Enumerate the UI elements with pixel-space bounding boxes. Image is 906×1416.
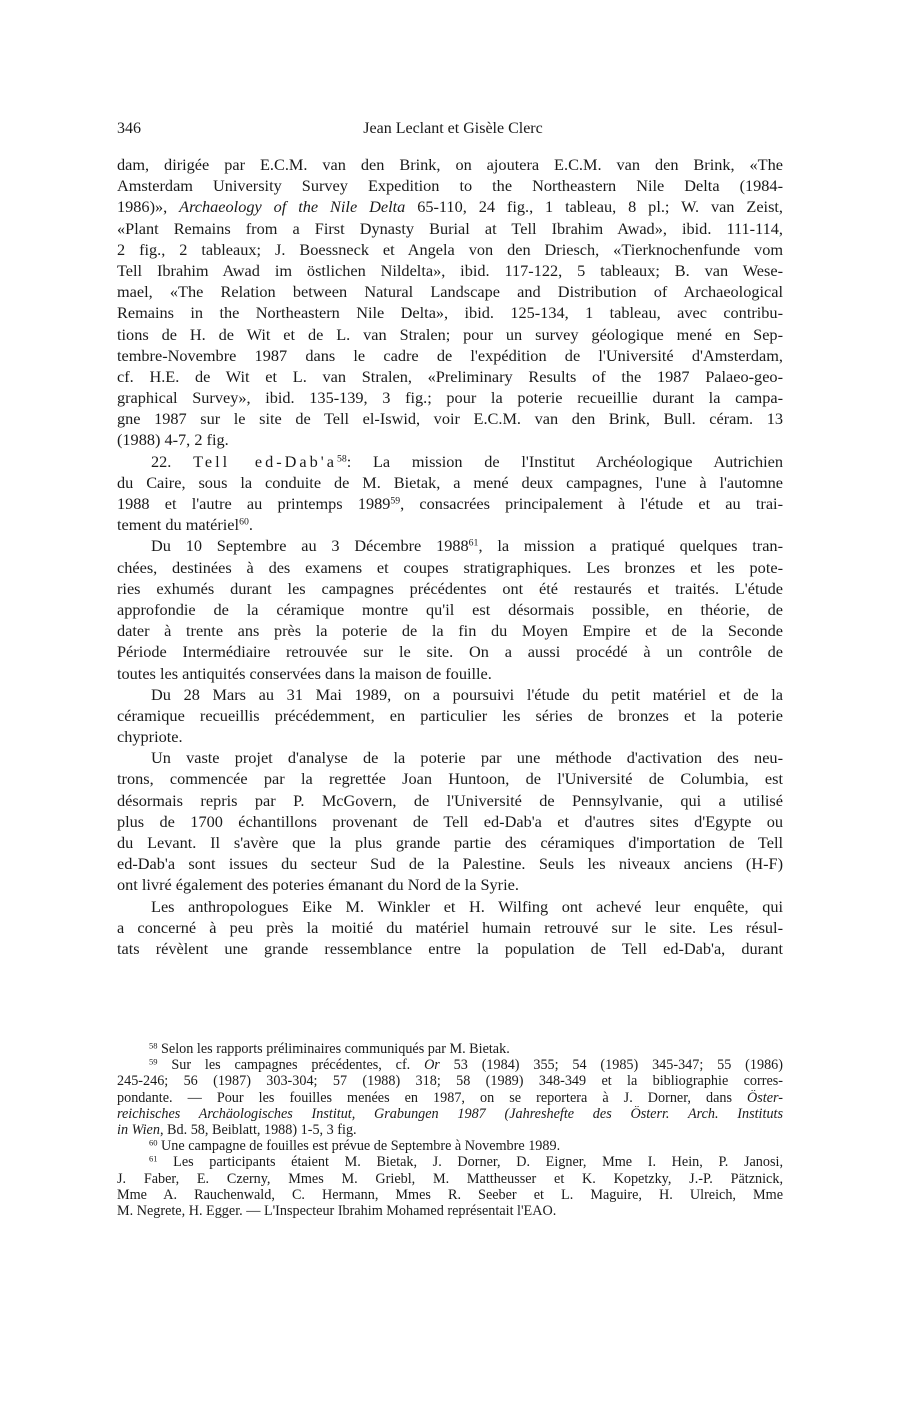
text-run: 1988 et l'autre au printemps 1989	[117, 494, 391, 513]
footnote-line	[117, 1090, 783, 1106]
note-ref: 59	[149, 1057, 158, 1067]
body-line: du Levant. Il s'avère que la plus grande partie des céramiques d'importation de Tell	[117, 833, 783, 852]
footnote-line	[117, 1138, 783, 1154]
body-text	[117, 154, 783, 959]
footnote-line: J. Faber, E. Czerny, Mmes M. Griebl, M. Mattheusser et K. Kopetzky, J.-P. Pätznick,	[117, 1170, 783, 1187]
text-run: tement du matériel	[117, 515, 240, 535]
body-line	[117, 535, 783, 556]
footnote-line: M. Negrete, H. Egger. — L'Inspecteur Ibrahim Mohamed représentait l'EAO.	[117, 1202, 557, 1219]
body-line: Du 28 Mars au 31 Mai 1989, on a poursuivi l'étude du petit matériel et de la	[151, 684, 783, 704]
footnote-line	[117, 1041, 783, 1057]
body-line	[117, 514, 783, 535]
text-run: , la mission a pratiqué quelques tran-	[478, 536, 783, 556]
text-run: Sur les campagnes précédentes, cf.	[157, 1057, 425, 1074]
text-run: 1986)»,	[117, 197, 180, 217]
note-ref: 60	[149, 1138, 158, 1148]
body-line: Amsterdam University Survey Expedition to the Northeastern Nile Delta (1984-	[117, 176, 783, 196]
body-line: a concerné à peu près la moitié du matériel humain retrouvé sur le site. Les résul-	[117, 917, 783, 937]
text-run: , Bd. 58, Beiblatt, 1988) 1-5, 3 fig.	[159, 1121, 357, 1138]
body-line	[117, 493, 783, 514]
body-line: approfondie de la céramique montre qu'il est désormais possible, en théorie, de	[117, 599, 783, 619]
note-ref: 58	[149, 1041, 158, 1051]
text-run: Une campagne de fouilles est prévue de Septembre à Novembre 1989.	[157, 1138, 561, 1155]
body-line: plus de 1700 échantillons provenant de Tell ed-Dab'a et d'autres sites d'Egypte ou	[117, 811, 783, 831]
footnote-line: Mme A. Rauchenwald, C. Hermann, Mmes R. Seeber et L. Maguire, H. Ulreich, Mme	[117, 1186, 783, 1203]
body-line: chées, destinées à des examens et coupes stratigraphiques. Les bronzes et les pote-	[117, 557, 783, 577]
body-line: gne 1987 sur le site de Tell el-Iswid, voir E.C.M. van den Brink, Bull. céram. 13	[117, 409, 783, 429]
note-ref: 58	[336, 453, 347, 465]
body-line: dam, dirigée par E.C.M. van den Brink, on ajoutera E.C.M. van den Brink, «The	[117, 155, 783, 174]
text-run: Du 10 Septembre au 3 Décembre 1988	[151, 536, 469, 556]
body-line: dater à trente ans près la poterie de la fin du Moyen Empire et de la Seconde	[117, 621, 783, 641]
body-line: mael, «The Relation between Natural Landscape and Distribution of Archaeological	[117, 282, 783, 302]
body-line: cf. H.E. de Wit et L. van Stralen, «Preliminary Results of the 1987 Palaeo-geo-	[117, 366, 783, 386]
body-line: du Caire, sous la conduite de M. Bietak, a mené deux campagnes, l'une à l'automne	[117, 472, 783, 492]
footnote-line	[117, 1122, 783, 1138]
body-line: graphical Survey», ibid. 135-139, 3 fig.; pour la poterie recueillie durant la campa-	[117, 388, 783, 408]
body-line: trons, commencée par la regrettée Joan Huntoon, de l'Université de Columbia, est	[117, 769, 783, 789]
body-line	[117, 196, 783, 217]
note-ref: 61	[149, 1154, 158, 1164]
italic-text: Öster-	[747, 1089, 783, 1106]
body-line: Les anthropologues Eike M. Winkler et H. Wilfing ont achevé leur enquête, qui	[151, 896, 783, 916]
page-number: 346	[117, 120, 141, 137]
body-line: chypriote.	[117, 727, 183, 747]
body-line: (1988) 4-7, 2 fig.	[117, 430, 229, 450]
text-run: Les participants étaient M. Bietak, J. Dorner, D. Eigner, Mme I. Hein, P. Janosi,	[157, 1154, 783, 1171]
body-line: Tell Ibrahim Awad im östlichen Nildelta», ibid. 117-122, 5 tableaux; B. van Wese-	[117, 260, 783, 280]
body-line: ries exhumés durant les campagnes précédentes ont été restaurés et traités. L'étude	[117, 578, 783, 598]
note-ref: 59	[390, 495, 401, 507]
text-run: pondante. — Pour les fouilles menées en 1987, on se reportera à J. Dorner, dans	[117, 1089, 748, 1106]
text-run: : La mission de l'Institut Archéologique Autrichien	[346, 451, 783, 471]
text-run: 53 (1984) 355; 54 (1985) 345-347; 55 (1986)	[439, 1057, 783, 1074]
body-line: désormais repris par P. McGovern, de l'Université de Pennsylvanie, qui a utilisé	[117, 790, 783, 810]
body-line: 2 fig., 2 tableaux; J. Boessneck et Angela von den Driesch, «Tierknochenfunde vom	[117, 239, 783, 259]
footnote-line	[117, 1154, 783, 1170]
body-line: tembre-Novembre 1987 dans le cadre de l'expédition de l'Université d'Amsterdam,	[117, 345, 783, 365]
text-run: Selon les rapports préliminaires communiqués par M. Bietak.	[157, 1041, 510, 1057]
italic-text: Or	[424, 1057, 440, 1074]
footnote-line	[117, 1057, 783, 1073]
body-line: ed-Dab'a sont issues du secteur Sud de la Palestine. Seuls les niveaux anciens (H-F)	[117, 854, 783, 874]
italic-text: reichisches Archäologisches Institut, Grabungen 1987 (Jahreshefte des Österr. Arch. Instituts	[117, 1105, 783, 1122]
body-line: tats révèlent une grande ressemblance entre la population de Tell ed-Dab'a, durant	[117, 938, 783, 958]
note-ref: 60	[239, 516, 249, 528]
running-head: Jean Leclant et Gisèle Clerc	[363, 120, 543, 137]
footnote-line: 245-246; 56 (1987) 303-304; 57 (1988) 318; 58 (1989) 348-349 et la bibliographie corres-	[117, 1073, 783, 1090]
body-line: «Plant Remains from a First Dynasty Burial at Tell Ibrahim Awad», ibid. 111-114,	[117, 218, 783, 238]
body-line: toutes les antiquités conservées dans la maison de fouille.	[117, 663, 492, 683]
footnote-line	[117, 1106, 783, 1122]
note-ref: 61	[468, 538, 479, 549]
italic-text: in Wien	[117, 1121, 160, 1138]
body-line: céramique recueillis précédemment, en particulier les séries de bronzes et la poterie	[117, 705, 783, 725]
italic-text: Archaeology of the Nile Delta	[179, 197, 406, 217]
text-run: .	[248, 515, 253, 535]
body-line: tions de H. de Wit et de L. van Stralen; pour un survey géologique mené en Sep-	[117, 324, 783, 344]
text-run: 65-110, 24 fig., 1 tableau, 8 pl.; W. van Zeist,	[405, 197, 783, 217]
text-run: Tell ed-Dab'a	[193, 451, 337, 471]
body-line: Remains in the Northeastern Nile Delta», ibid. 125-134, 1 tableau, avec contribu-	[117, 303, 783, 323]
footnotes	[117, 1041, 783, 1219]
text-run: 22.	[151, 451, 194, 471]
body-line: Un vaste projet d'analyse de la poterie par une méthode d'activation des neu-	[151, 748, 783, 768]
body-line: Période Intermédiaire retrouvée sur le site. On a aussi procédé à un contrôle de	[117, 642, 783, 662]
body-line: ont livré également des poteries émanant du Nord de la Syrie.	[117, 875, 519, 895]
body-line	[117, 451, 783, 472]
text-run: , consacrées principalement à l'étude et au trai-	[400, 494, 783, 513]
